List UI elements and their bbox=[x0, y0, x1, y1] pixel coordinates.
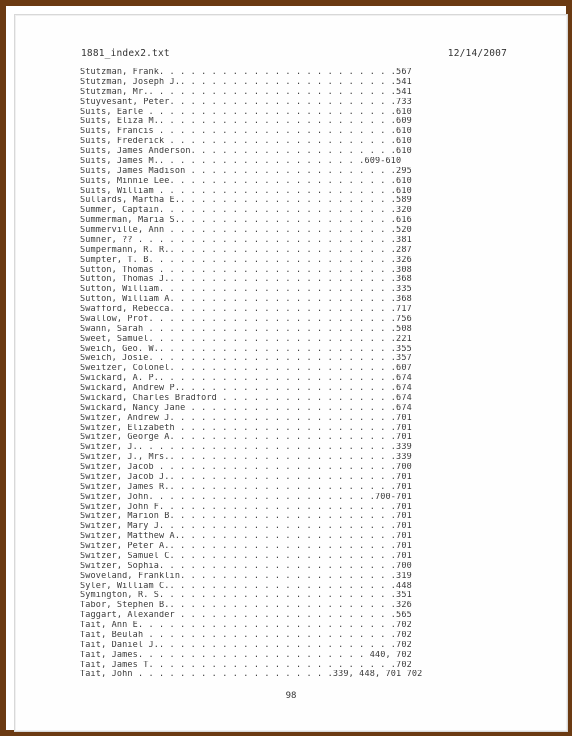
index-entry-list bbox=[80, 68, 445, 680]
index-entry: Tait, Daniel J.. . . . . . . . . . . . . . . . . . . . . . .702 bbox=[80, 640, 412, 650]
index-entry: Switzer, J.. . . . . . . . . . . . . . . . . . . . . . . . .339 bbox=[80, 443, 412, 453]
index-entry: Summerville, Ann . . . . . . . . . . . . . . . . . . . . . .520 bbox=[80, 226, 412, 235]
index-entry: Switzer, Elizabeth . . . . . . . . . . . . . . . . . . . . .701 bbox=[80, 423, 412, 433]
index-entry: Swickard, Andrew P.. . . . . . . . . . . . . . . . . . . . .674 bbox=[80, 384, 412, 393]
document-page bbox=[14, 14, 568, 732]
index-entry: Symington, R. S. . . . . . . . . . . . . . . . . . . . . . .351 bbox=[80, 591, 412, 601]
index-entry: Tait, James T. . . . . . . . . . . . . . . . . . . . . . . .702 bbox=[80, 660, 412, 670]
index-entry: Summerman, Maria S.. . . . . . . . . . . . . . . . . . . . .616 bbox=[80, 216, 412, 226]
index-entry: Suits, Frederick . . . . . . . . . . . . . . . . . . . . . .610 bbox=[80, 137, 412, 147]
index-entry: Tabor, Stephen B.. . . . . . . . . . . . . . . . . . . . . .326 bbox=[80, 601, 412, 611]
index-entry: Sweitzer, Colonel. . . . . . . . . . . . . . . . . . . . . .607 bbox=[80, 364, 412, 374]
index-entry: Syler, William C.. . . . . . . . . . . . . . . . . . . . . .448 bbox=[80, 581, 412, 591]
index-entry: Suits, James Anderson. . . . . . . . . . . . . . . . . . . .610 bbox=[80, 147, 412, 156]
index-entry: Switzer, Andrew J. . . . . . . . . . . . . . . . . . . . . .701 bbox=[80, 413, 412, 423]
index-entry: Summer, Captain. . . . . . . . . . . . . . . . . . . . . . .320 bbox=[80, 206, 412, 216]
index-entry: Sullards, Martha E.. . . . . . . . . . . . . . . . . . . . .589 bbox=[80, 196, 412, 206]
index-entry: Switzer, Marion B. . . . . . . . . . . . . . . . . . . . . .701 bbox=[80, 512, 412, 522]
index-entry: Sutton, Thomas J.. . . . . . . . . . . . . . . . . . . . . .368 bbox=[80, 275, 412, 285]
index-entry: Switzer, Mary J. . . . . . . . . . . . . . . . . . . . . . .701 bbox=[80, 522, 412, 532]
index-entry: Sutton, William. . . . . . . . . . . . . . . . . . . . . . .335 bbox=[80, 285, 412, 295]
index-entry: Suits, Eliza M.. . . . . . . . . . . . . . . . . . . . . . .609 bbox=[80, 117, 412, 127]
index-entry: Swoveland, Franklin. . . . . . . . . . . . . . . . . . . . .319 bbox=[80, 571, 412, 581]
index-entry: Switzer, George A. . . . . . . . . . . . . . . . . . . . . .701 bbox=[80, 433, 412, 443]
index-entry: Switzer, Matthew A.. . . . . . . . . . . . . . . . . . . . .701 bbox=[80, 532, 412, 542]
index-entry: Switzer, Samuel C. . . . . . . . . . . . . . . . . . . . . .701 bbox=[80, 551, 412, 561]
index-entry: Switzer, John. . . . . . . . . . . . . . . . . . . . . .700-701 bbox=[80, 492, 412, 502]
index-entry: Switzer, James R.. . . . . . . . . . . . . . . . . . . . . .701 bbox=[80, 482, 412, 492]
index-entry: Switzer, Jacob J.. . . . . . . . . . . . . . . . . . . . . .701 bbox=[80, 472, 412, 482]
index-entry: Swickard, Nancy Jane . . . . . . . . . . . . . . . . . . . .674 bbox=[80, 403, 412, 413]
index-entry: Tait, Ann E. . . . . . . . . . . . . . . . . . . . . . . . .702 bbox=[80, 621, 412, 630]
index-entry: Suits, William . . . . . . . . . . . . . . . . . . . . . . .610 bbox=[80, 186, 412, 196]
index-entry: Switzer, J., Mrs.. . . . . . . . . . . . . . . . . . . . . .339 bbox=[80, 453, 412, 463]
index-entry: Suits, Francis . . . . . . . . . . . . . . . . . . . . . . .610 bbox=[80, 127, 412, 137]
index-entry: Tait, James. . . . . . . . . . . . . . . . . . . . . . 440, 702 bbox=[80, 650, 412, 660]
index-entry: Stutzman, Mr.. . . . . . . . . . . . . . . . . . . . . . . .541 bbox=[80, 87, 412, 97]
page-number: 98 bbox=[285, 691, 297, 701]
index-entry: Stutzman, Frank. . . . . . . . . . . . . . . . . . . . . . .567 bbox=[80, 68, 412, 77]
index-entry: Sumpter, T. B. . . . . . . . . . . . . . . . . . . . . . . .326 bbox=[80, 255, 412, 265]
index-entry: Suits, James Madison . . . . . . . . . . . . . . . . . . . .295 bbox=[80, 166, 412, 176]
index-entry: Sweich, Geo. W.. . . . . . . . . . . . . . . . . . . . . . .355 bbox=[80, 344, 412, 354]
index-entry: Switzer, John F. . . . . . . . . . . . . . . . . . . . . . .701 bbox=[80, 502, 412, 512]
file-name: 1881_index2.txt bbox=[81, 48, 170, 59]
index-entry: Swickard, Charles Bradford . . . . . . . . . . . . . . . . .674 bbox=[80, 393, 412, 403]
index-entry: Suits, Earle . . . . . . . . . . . . . . . . . . . . . . . .610 bbox=[80, 107, 412, 117]
index-entry: Switzer, Jacob . . . . . . . . . . . . . . . . . . . . . . .700 bbox=[80, 463, 412, 472]
index-entry: Tait, John . . . . . . . . . . . . . . . . . . .339, 448, 701 702 bbox=[80, 670, 423, 680]
index-entry: Switzer, Sophia. . . . . . . . . . . . . . . . . . . . . . .700 bbox=[80, 561, 412, 571]
index-entry: Suits, Minnie Lee. . . . . . . . . . . . . . . . . . . . . .610 bbox=[80, 176, 412, 186]
index-entry: Swallow, Prof. . . . . . . . . . . . . . . . . . . . . . . .756 bbox=[80, 314, 412, 324]
index-entry: Swafford, Rebecca. . . . . . . . . . . . . . . . . . . . . .717 bbox=[80, 305, 412, 314]
index-entry: Switzer, Peter A.. . . . . . . . . . . . . . . . . . . . . .701 bbox=[80, 542, 412, 551]
index-entry: Tait, Beulah . . . . . . . . . . . . . . . . . . . . . . . .702 bbox=[80, 630, 412, 640]
index-entry: Taggart, Alexander . . . . . . . . . . . . . . . . . . . . .565 bbox=[80, 611, 412, 621]
index-entry: Swann, Sarah . . . . . . . . . . . . . . . . . . . . . . . .508 bbox=[80, 324, 412, 334]
index-entry: Sweet, Samuel. . . . . . . . . . . . . . . . . . . . . . . .221 bbox=[80, 334, 412, 344]
index-entry: Stuyvesant, Peter. . . . . . . . . . . . . . . . . . . . . .733 bbox=[80, 97, 412, 107]
index-entry: Sweich, Josie. . . . . . . . . . . . . . . . . . . . . . . .357 bbox=[80, 354, 412, 364]
index-entry: Sutton, Thomas . . . . . . . . . . . . . . . . . . . . . . .308 bbox=[80, 265, 412, 275]
index-entry: Suits, James M.. . . . . . . . . . . . . . . . . . . .609-610 bbox=[80, 156, 402, 166]
index-entry: Swickard, A. P.. . . . . . . . . . . . . . . . . . . . . . .674 bbox=[80, 374, 412, 384]
index-entry: Stutzman, Joseph J.. . . . . . . . . . . . . . . . . . . . .541 bbox=[80, 77, 412, 87]
index-entry: Sumpermann, R. R.. . . . . . . . . . . . . . . . . . . . . .287 bbox=[80, 245, 412, 255]
document-date: 12/14/2007 bbox=[447, 48, 507, 59]
index-entry: Sutton, William A. . . . . . . . . . . . . . . . . . . . . .368 bbox=[80, 295, 412, 305]
index-entry: Sumner, ?? . . . . . . . . . . . . . . . . . . . . . . . . .381 bbox=[80, 235, 412, 245]
